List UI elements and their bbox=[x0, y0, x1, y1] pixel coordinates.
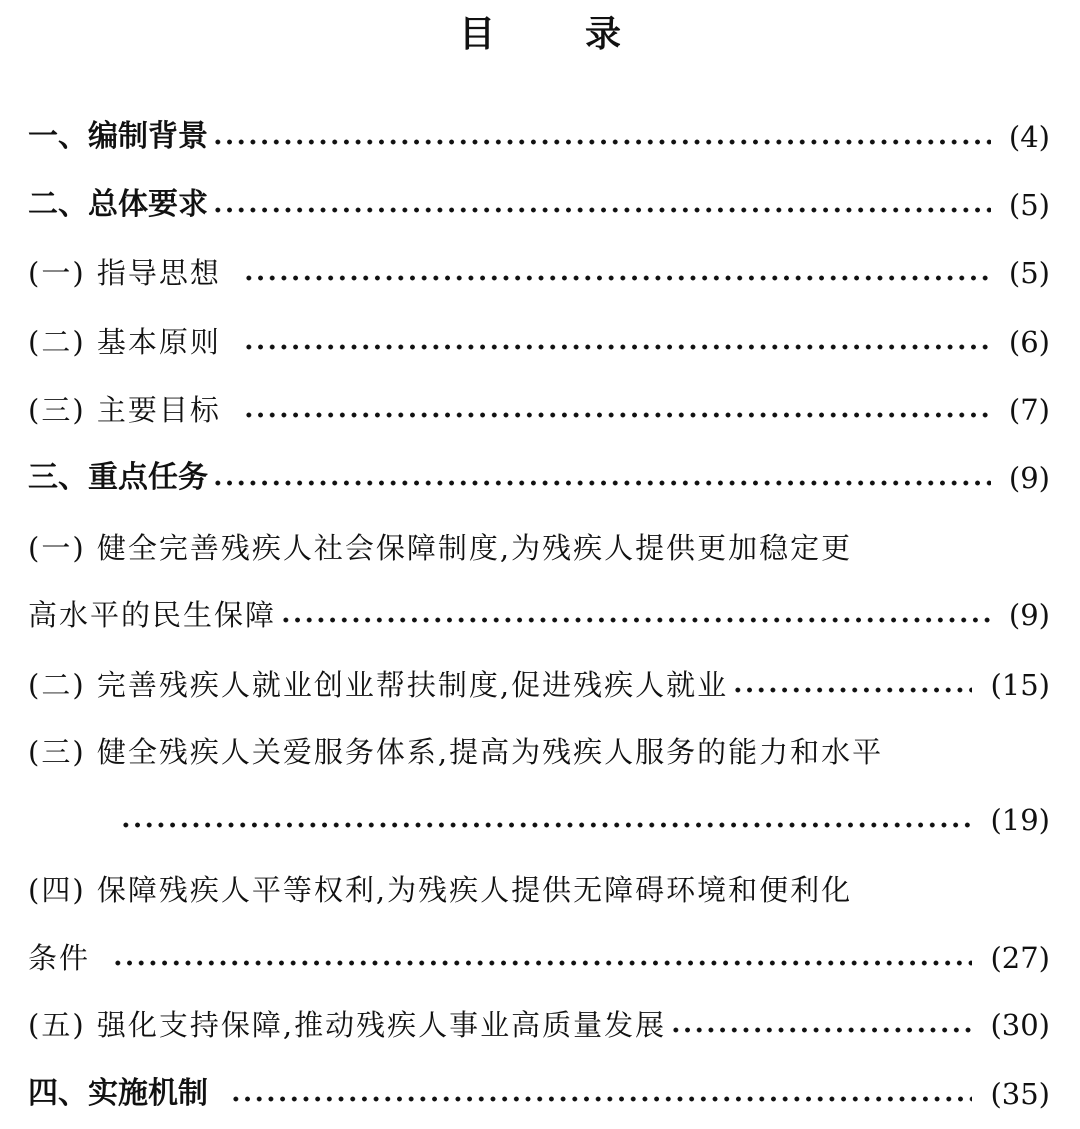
title-char-1: 目 bbox=[458, 14, 495, 55]
toc-label: (三) 健全残疾人关爱服务体系,提高为残疾人服务的能力和水平 bbox=[28, 735, 884, 769]
dot-leader bbox=[732, 687, 972, 693]
dot-leader bbox=[212, 480, 991, 486]
toc-label: (二) 基本原则 bbox=[28, 325, 221, 359]
toc-entry-social-security-line2[interactable] bbox=[28, 590, 1050, 640]
dot-leader bbox=[670, 1027, 972, 1033]
toc-entry-implementation[interactable] bbox=[28, 1069, 1050, 1119]
toc-page-number: (9) bbox=[1008, 461, 1050, 495]
toc-label: 高水平的民生保障 bbox=[28, 598, 277, 632]
page-title bbox=[0, 10, 1080, 60]
toc-label: 条件 bbox=[28, 941, 91, 975]
toc-page-number: (19) bbox=[990, 803, 1050, 837]
toc-label: (二) 完善残疾人就业创业帮扶制度,促进残疾人就业 bbox=[28, 668, 729, 702]
dot-leader bbox=[280, 617, 991, 623]
toc-entry-employment[interactable] bbox=[28, 660, 1050, 710]
toc-page-number: (7) bbox=[1008, 393, 1050, 427]
toc-page-number: (27) bbox=[990, 941, 1050, 975]
toc-entry-background[interactable] bbox=[28, 112, 1050, 162]
toc-label: 三、重点任务 bbox=[28, 460, 208, 495]
dot-leader bbox=[243, 412, 991, 418]
toc-page-number: (35) bbox=[990, 1077, 1050, 1111]
dot-leader bbox=[112, 960, 972, 966]
toc-page-number: (5) bbox=[1008, 188, 1050, 222]
toc-page-number: (6) bbox=[1008, 325, 1050, 359]
dot-leader bbox=[230, 1096, 972, 1102]
toc-entry-equal-rights-line2[interactable] bbox=[28, 933, 1050, 983]
title-char-2: 录 bbox=[585, 14, 622, 55]
toc-entry-social-security-line1[interactable] bbox=[28, 523, 1050, 573]
toc-label: 一、编制背景 bbox=[28, 119, 208, 154]
toc-label: 二、总体要求 bbox=[28, 187, 208, 222]
toc-label: (三) 主要目标 bbox=[28, 393, 221, 427]
toc-page-number: (5) bbox=[1008, 256, 1050, 290]
dot-leader bbox=[120, 822, 972, 828]
toc-entry-key-tasks[interactable] bbox=[28, 453, 1050, 503]
toc-label: 四、实施机制 bbox=[28, 1076, 208, 1111]
toc-entry-guiding-ideology[interactable] bbox=[28, 248, 1050, 298]
toc-entry-basic-principles[interactable] bbox=[28, 317, 1050, 367]
toc-label: (一) 健全完善残疾人社会保障制度,为残疾人提供更加稳定更 bbox=[28, 531, 853, 565]
toc-entry-general-requirements[interactable] bbox=[28, 180, 1050, 230]
dot-leader bbox=[212, 139, 991, 145]
toc-entry-care-services-line1[interactable] bbox=[28, 727, 1050, 777]
toc-page-number: (4) bbox=[1008, 120, 1050, 154]
dot-leader bbox=[243, 344, 991, 350]
dot-leader bbox=[212, 207, 991, 213]
toc-entry-equal-rights-line1[interactable] bbox=[28, 865, 1050, 915]
toc-page-number: (9) bbox=[1008, 598, 1050, 632]
toc-label: (五) 强化支持保障,推动残疾人事业高质量发展 bbox=[28, 1008, 667, 1042]
toc-label: (四) 保障残疾人平等权利,为残疾人提供无障碍环境和便利化 bbox=[28, 873, 853, 907]
toc-entry-main-goals[interactable] bbox=[28, 385, 1050, 435]
toc-page-number: (15) bbox=[990, 668, 1050, 702]
toc-label: (一) 指导思想 bbox=[28, 256, 221, 290]
dot-leader bbox=[243, 275, 991, 281]
toc-entry-support-guarantee[interactable] bbox=[28, 1000, 1050, 1050]
toc-page-number: (30) bbox=[990, 1008, 1050, 1042]
toc-entry-care-services-line2[interactable] bbox=[120, 795, 1050, 845]
